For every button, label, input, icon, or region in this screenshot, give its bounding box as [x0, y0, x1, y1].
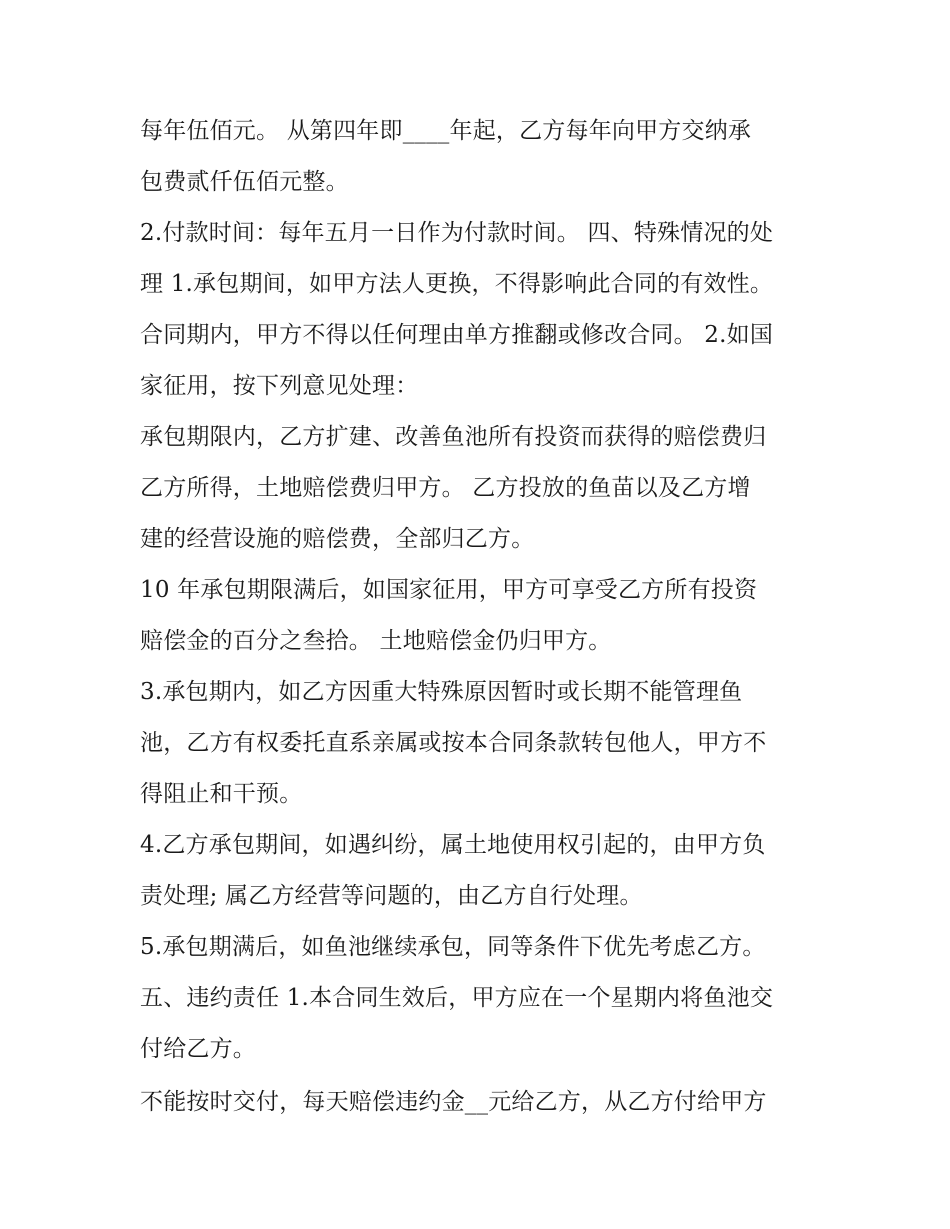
text-line: 理 1.承包期间，如甲方法人更换，不得影响此合同的有效性。	[140, 271, 774, 297]
text-line: 包费贰仟伍佰元整。	[140, 169, 349, 195]
text-line: 合同期内，甲方不得以任何理由单方推翻或修改合同。 2.如国	[140, 322, 774, 348]
text-line: 每年伍佰元。 从第四年即____年起，乙方每年向甲方交纳承	[140, 118, 752, 144]
text-line: 5.承包期满后，如鱼池继续承包，同等条件下优先考虑乙方。	[140, 934, 766, 960]
text-line: 乙方所得，土地赔偿费归甲方。 乙方投放的鱼苗以及乙方增	[140, 475, 751, 501]
document-body	[140, 106, 820, 1128]
text-line: 付给乙方。	[140, 1036, 256, 1062]
text-line: 家征用，按下列意见处理：	[140, 373, 419, 399]
text-line: 承包期限内，乙方扩建、改善鱼池所有投资而获得的赔偿费归	[140, 424, 767, 450]
text-line: 得阻止和干预。	[140, 781, 303, 807]
text-line: 10 年承包期限满后，如国家征用，甲方可享受乙方所有投资	[140, 577, 758, 603]
text-line: 2.付款时间：每年五月一日作为付款时间。 四、特殊情况的处	[140, 220, 774, 246]
text-line: 建的经营设施的赔偿费，全部归乙方。	[140, 526, 535, 552]
text-line: 3.承包期内，如乙方因重大特殊原因暂时或长期不能管理鱼	[140, 679, 743, 705]
text-line: 4.乙方承包期间，如遇纠纷，属土地使用权引起的，由甲方负	[140, 832, 766, 858]
text-line: 池，乙方有权委托直系亲属或按本合同条款转包他人，甲方不	[140, 730, 767, 756]
text-line: 赔偿金的百分之叁拾。 土地赔偿金仍归甲方。	[140, 628, 612, 654]
text-line: 五、违约责任 1.本合同生效后，甲方应在一个星期内将鱼池交	[140, 985, 774, 1011]
text-line: 不能按时交付，每天赔偿违约金__元给乙方，从乙方付给甲方	[140, 1089, 767, 1115]
text-line: 责处理; 属乙方经营等问题的，由乙方自行处理。	[140, 883, 643, 909]
